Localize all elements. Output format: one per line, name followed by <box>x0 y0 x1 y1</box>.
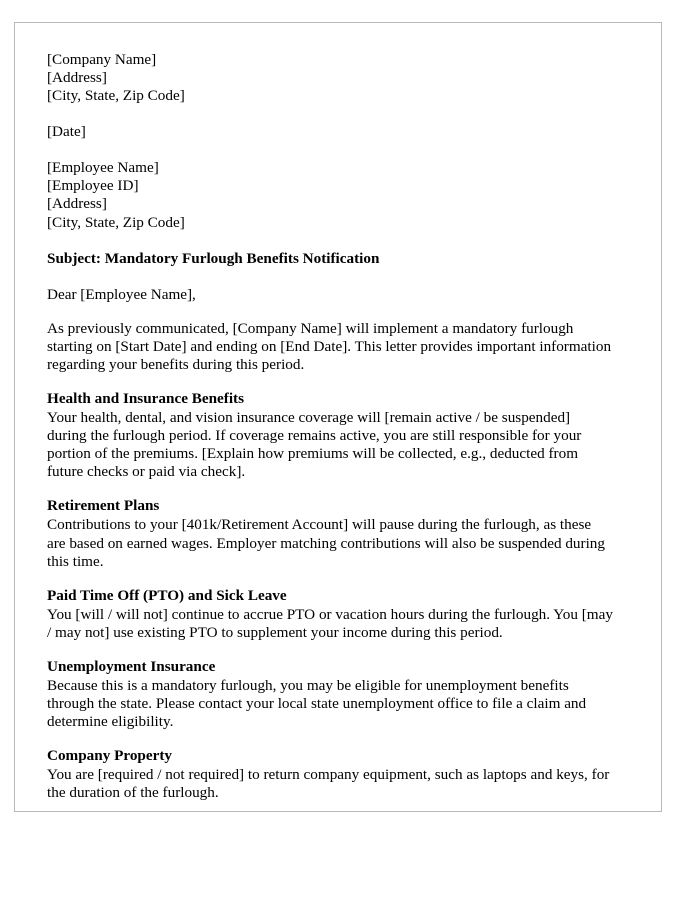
section-heading: Company Property <box>47 747 173 765</box>
salutation: Dear [Employee Name], <box>47 285 196 303</box>
section-heading: Health and Insurance Benefits <box>47 390 245 408</box>
section-body: Contributions to your [401k/Retirement Account] will pause during the furlough, as these are based on earned wages. Employer matching contributions will also be suspended during this time. <box>47 516 605 570</box>
section-body: You are [required / not required] to return company equipment, such as laptops and keys, for the duration of the furlough. <box>47 766 610 802</box>
section-unemployment-insurance <box>47 658 613 731</box>
document-page <box>14 22 662 812</box>
section-body: Because this is a mandatory furlough, you may be eligible for unemployment benefits through the state. Please contact your local state unemployment office to file a claim and determine eligibility. <box>47 677 587 731</box>
page-content <box>15 23 661 811</box>
section-company-property <box>47 747 613 802</box>
date-line: [Date] <box>47 123 86 141</box>
sender-line: [City, State, Zip Code] <box>47 87 185 105</box>
sender-line: [Company Name] <box>47 51 157 68</box>
section-body: Your health, dental, and vision insurance coverage will [remain active / be suspended] during the furlough period. If coverage remains active, you are still responsible for your portion of the premiums. [Explain how premiums will be collected, e.g., deducted from future checks or paid via check]. <box>47 409 582 481</box>
recipient-address-block <box>47 159 613 231</box>
recipient-line: [Employee Name] <box>47 159 159 177</box>
recipient-line: [Address] <box>47 195 107 213</box>
sender-line: [Address] <box>47 69 107 87</box>
section-health-and-insurance-benefits <box>47 390 613 481</box>
section-heading: Unemployment Insurance <box>47 657 216 675</box>
section-retirement-plans <box>47 497 613 570</box>
intro-paragraph: As previously communicated, [Company Name] will implement a mandatory furlough starting on [Start Date] and ending on [End Date]. This letter provides important information regarding your benefits during this period. <box>47 319 612 373</box>
sender-address-block <box>47 51 613 105</box>
subject-line: Subject: Mandatory Furlough Benefits Notification <box>47 249 380 267</box>
date-block <box>47 123 613 141</box>
section-heading: Retirement Plans <box>47 497 160 515</box>
recipient-line: [City, State, Zip Code] <box>47 213 185 231</box>
section-heading: Paid Time Off (PTO) and Sick Leave <box>47 586 287 604</box>
letter-body <box>47 51 613 803</box>
section-paid-time-off-and-sick-leave <box>47 587 613 642</box>
recipient-line: [Employee ID] <box>47 177 139 195</box>
section-body: You [will / will not] continue to accrue PTO or vacation hours during the furlough. You [may / may not] use existing PTO to supplement your income during this period. <box>47 605 613 641</box>
